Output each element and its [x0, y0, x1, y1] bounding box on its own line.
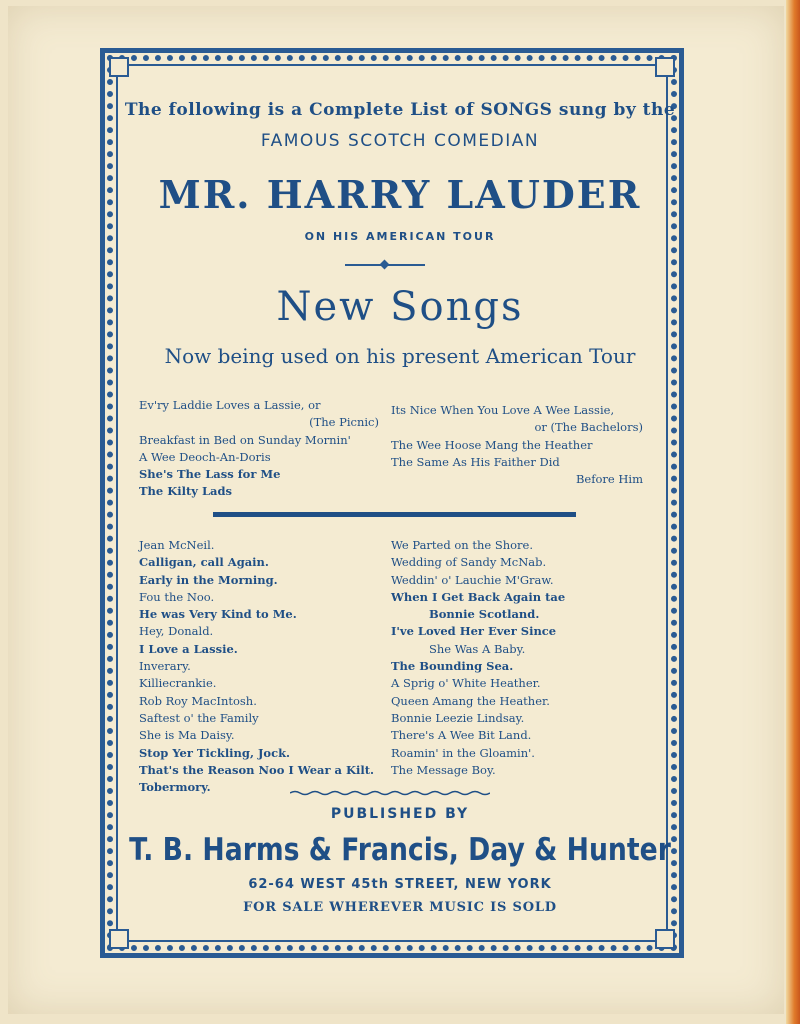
ornamental-rule [345, 264, 425, 266]
publisher-address: 62-64 WEST 45th STREET, NEW YORK [248, 877, 552, 892]
list-item: I've Loved Her Ever Since [391, 624, 557, 639]
list-item: A Wee Deoch-An-Doris [139, 449, 271, 464]
list-item: Bonnie Leezie Lindsay. [391, 710, 525, 725]
list-item: Ev'ry Laddie Loves a Lassie, or [139, 398, 321, 412]
list-item: The Same As His Faither Did [391, 454, 560, 469]
list-item: Stop Yer Tickling, Jock. [139, 745, 291, 760]
list-item: There's A Wee Bit Land. [391, 728, 532, 743]
new-songs-right-column [391, 402, 643, 488]
page-edge [786, 0, 800, 1024]
list-item: Fou the Noo. [139, 589, 215, 604]
list-item: Tobermory. [139, 780, 211, 795]
list-item: Weddin' o' Lauchie M'Graw. [391, 572, 554, 587]
list-item: or (The Bachelors) [534, 420, 643, 435]
list-item: Jean McNeil. [139, 538, 215, 552]
section-divider [213, 512, 576, 517]
list-item: (The Picnic) [309, 415, 379, 430]
border-corner-ornament [109, 57, 129, 77]
publisher-name: T. B. Harms & Francis, Day & Hunter [129, 832, 671, 868]
list-item: The Kilty Lads [139, 484, 233, 499]
list-item: That's the Reason Noo I Wear a Kilt. [139, 762, 375, 777]
list-item: The Bounding Sea. [391, 659, 514, 674]
border-corner-ornament [109, 929, 129, 949]
list-item: A Sprig o' White Heather. [391, 676, 541, 691]
border-corner-ornament [655, 929, 675, 949]
list-item: Saftest o' the Family [139, 710, 259, 725]
intro-line: The following is a Complete List of SONGS sung by the [124, 100, 676, 120]
list-item: Breakfast in Bed on Sunday Mornin' [139, 432, 351, 447]
wavy-rule [290, 790, 490, 796]
list-item: Roamin' in the Gloamin'. [391, 745, 535, 760]
list-item: When I Get Back Again tae [391, 589, 566, 604]
list-item: Hey, Donald. [139, 624, 214, 639]
list-item: Wedding of Sandy McNab. [391, 555, 547, 570]
list-item: He was Very Kind to Me. [139, 607, 297, 622]
songs-right-column [391, 537, 651, 779]
list-item: The Wee Hoose Mang the Heather [391, 437, 593, 452]
border-corner-ornament [655, 57, 675, 77]
list-item: We Parted on the Shore. [391, 538, 534, 552]
list-item: Its Nice When You Love A Wee Lassie, [391, 403, 615, 417]
list-item: I Love a Lassie. [139, 641, 238, 656]
list-item: The Message Boy. [391, 762, 496, 777]
list-item: Queen Amang the Heather. [391, 693, 550, 708]
list-item: Before Him [575, 472, 643, 487]
comedian-line: FAMOUS SCOTCH COMEDIAN [260, 131, 540, 151]
list-item: She Was A Baby. [429, 641, 526, 656]
list-item: She is Ma Daisy. [139, 728, 235, 743]
list-item: Bonnie Scotland. [429, 607, 540, 622]
published-by-label: PUBLISHED BY [330, 806, 470, 822]
list-item: Calligan, call Again. [139, 555, 269, 570]
new-songs-title: New Songs [276, 284, 524, 330]
new-songs-subtitle: Now being used on his present American Tour [164, 344, 636, 368]
tour-line: ON HIS AMERICAN TOUR [304, 230, 496, 243]
performer-name: MR. HARRY LAUDER [158, 172, 642, 217]
songs-left-column [139, 537, 384, 796]
list-item: Killiecrankie. [139, 676, 217, 691]
list-item: Early in the Morning. [139, 572, 278, 587]
new-songs-left-column [139, 397, 379, 501]
list-item: Inverary. [139, 659, 191, 674]
list-item: She's The Lass for Me [139, 467, 281, 482]
for-sale-line: FOR SALE WHEREVER MUSIC IS SOLD [243, 900, 557, 915]
list-item: Rob Roy MacIntosh. [139, 693, 257, 708]
